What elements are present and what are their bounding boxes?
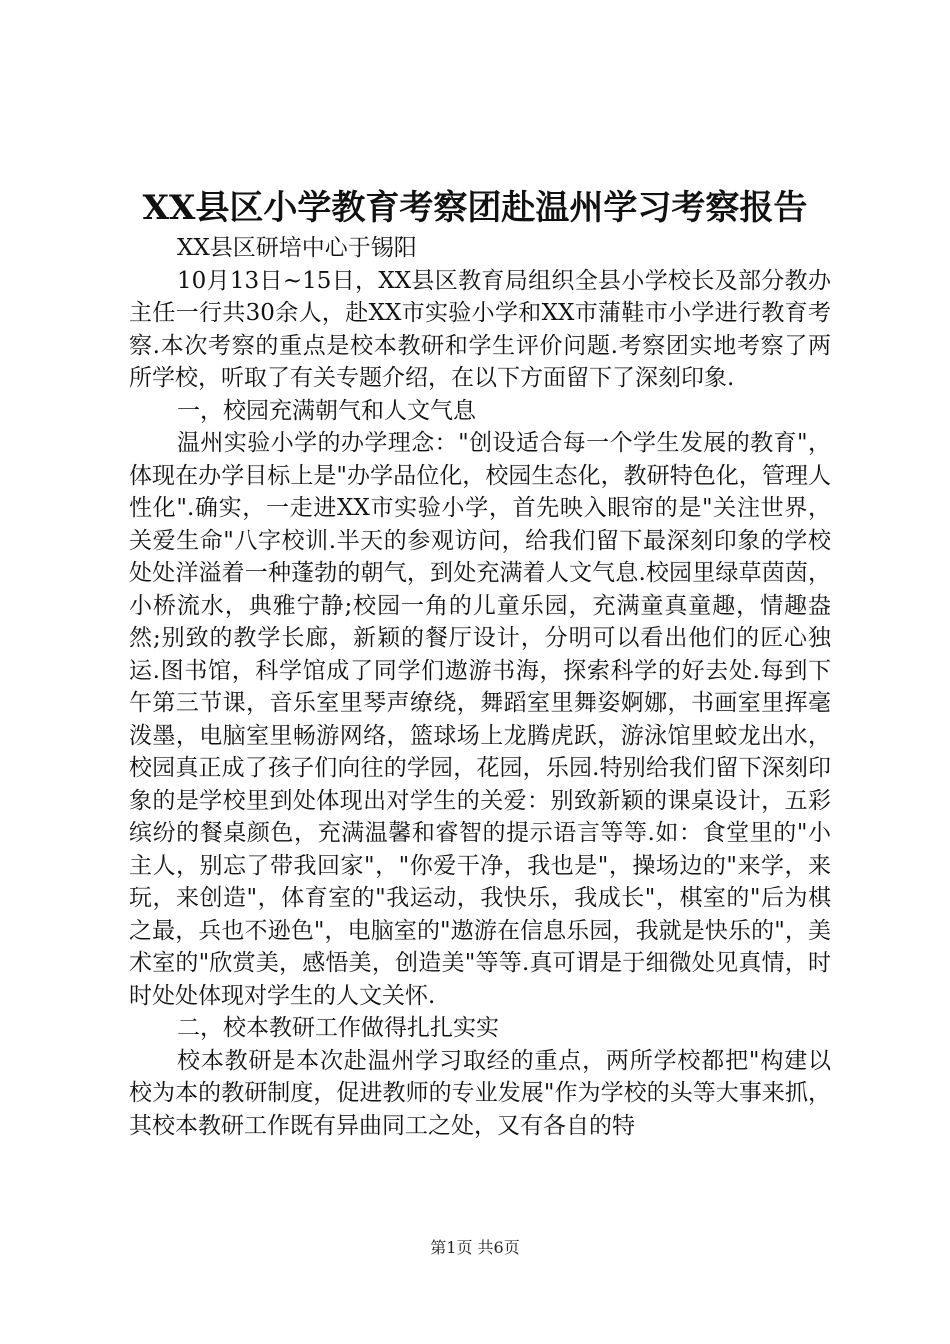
intro-paragraph: 10月13日~15日，XX县区教育局组织全县小学校长及部分教办主任一行共30余人，赴XX市实验小学和XX市蒲鞋市小学进行教育考察.本次考察的重点是校本教研和学生评价问题.考察团实地考察了两所学校，听取了有关专题介绍，在以下方面留下了深刻印象.: [129, 267, 831, 391]
section-heading-2: 二，校本教研工作做得扎扎实实: [177, 1015, 499, 1041]
section-2-paragraph: 校本教研是本次赴温州学习取经的重点，两所学校都把"构建以校为本的教研制度，促进教师的专业发展"作为学校的头等大事来抓，其校本教研工作既有异曲同工之处，又有各自的特: [129, 1047, 831, 1139]
document-body: [129, 232, 831, 1142]
section-heading-1: 一，校园充满朝气和人文气息: [177, 397, 476, 424]
author-line: XX县区研培中心于锡阳: [177, 235, 417, 261]
document-title: XX县区小学教育考察团赴温州学习考察报告: [142, 188, 808, 228]
section-1-paragraph: 温州实验小学的办学理念："创设适合每一个学生发展的教育"，体现在办学目标上是"办学品位化，校园生态化，教研特色化，管理人性化".确实，一走进XX市实验小学，首先映入眼帘的是"关注世界，关爱生命"八字校训.半天的参观访问，给我们留下最深刻印象的学校处处洋溢着一种蓬勃的朝气，到处充满着人文气息.校园里绿草茵茵，小桥流水，典雅宁静;校园一角的儿童乐园，充满童真童趣，情趣盎然;别致的教学长廊，新颖的餐厅设计，分明可以看出他们的匠心独运.图书馆，科学馆成了同学们遨游书海，探索科学的好去处.每到下午第三节课，音乐室里琴声缭绕，舞蹈室里舞姿婀娜，书画室里挥毫泼墨，电脑室里畅游网络，篮球场上龙腾虎跃，游泳馆里蛟龙出水，校园真正成了孩子们向往的学园，花园，乐园.特别给我们留下深刻印象的是学校里到处体现出对学生的关爱：别致新颖的课桌设计，五彩缤纷的餐桌颜色，充满温馨和睿智的提示语言等等.如：食堂里的"小主人，别忘了带我回家"，"你爱干净，我也是"，操场边的"来学，来玩，来创造"，体育室的"我运动，我快乐，我成长"，棋室的"后为棋之最，兵也不逊色"，电脑室的"遨游在信息乐园，我就是快乐的"，美术室的"欣赏美，感悟美，创造美"等等.真可谓是于细微处见真情，时时处处体现对学生的人文关怀.: [129, 430, 831, 1009]
page-footer: 第1页 共6页: [430, 1238, 520, 1257]
